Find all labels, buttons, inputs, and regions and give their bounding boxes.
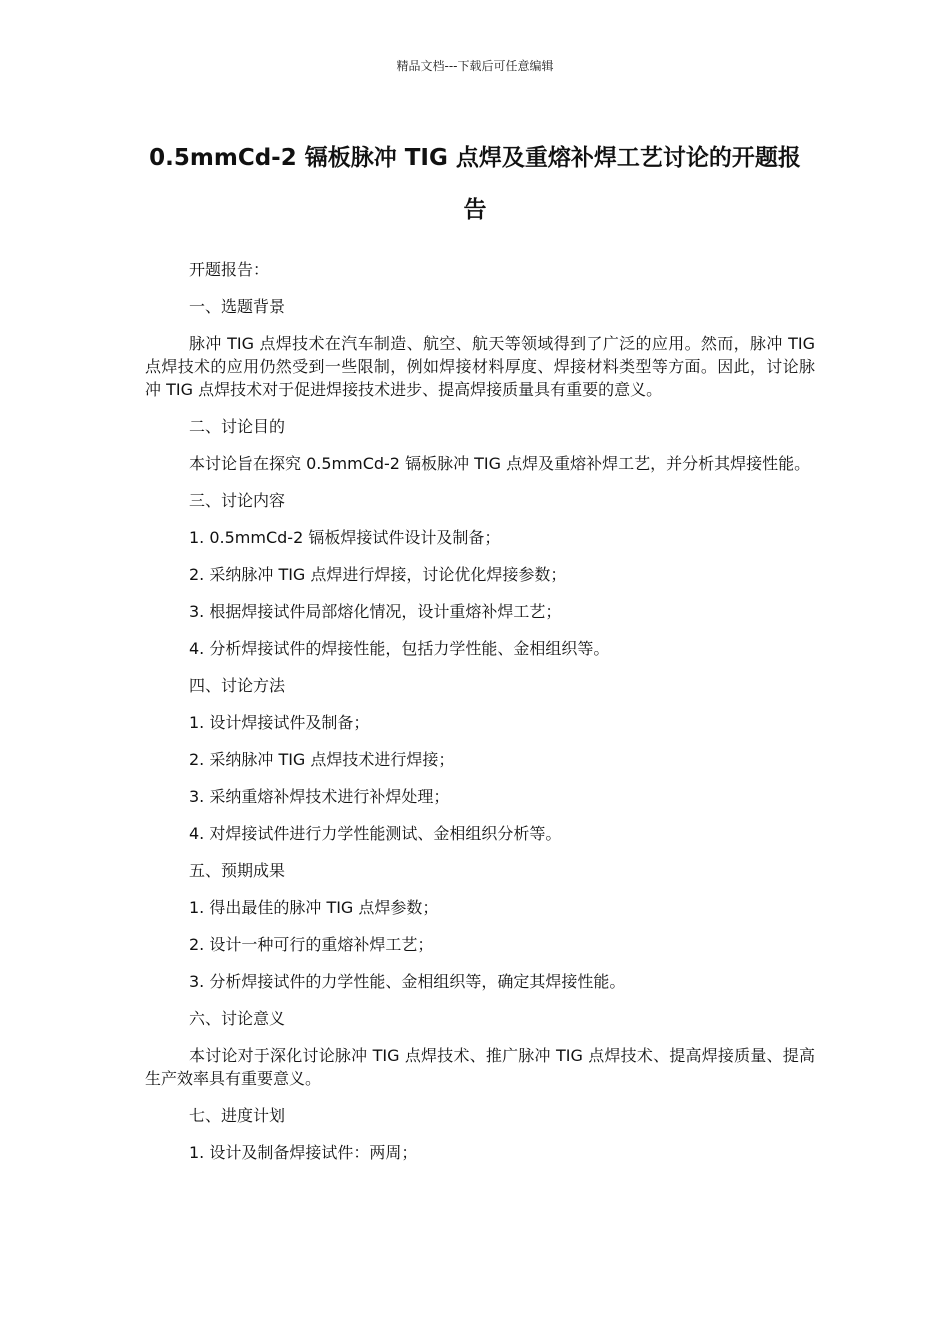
body-paragraph: 脉冲 TIG 点焊技术在汽车制造、航空、航天等领域得到了广泛的应用。然而，脉冲 TIG 点焊技术的应用仍然受到一些限制，例如焊接材料厚度、焊接材料类型等方面。因此，讨论脉冲 TIG 点焊技术对于促进焊接技术进步、提高焊接质量具有重要的意义。 [145,334,815,399]
report-label: 开题报告： [189,260,270,279]
list-item: 1. 设计及制备焊接试件：两周； [189,1143,418,1162]
section-heading: 一、选题背景 [189,297,286,316]
list-item: 1. 得出最佳的脉冲 TIG 点焊参数； [189,898,439,917]
list-item: 1. 设计焊接试件及制备； [189,713,370,732]
document-body [145,258,815,1178]
list-item: 2. 采纳脉冲 TIG 点焊技术进行焊接； [189,750,455,769]
body-paragraph: 本讨论对于深化讨论脉冲 TIG 点焊技术、推广脉冲 TIG 点焊技术、提高焊接质量、提高生产效率具有重要意义。 [145,1046,815,1088]
list-item: 1. 0.5mmCd-2 镉板焊接试件设计及制备； [189,528,501,547]
list-item: 3. 采纳重熔补焊技术进行补焊处理； [189,787,450,806]
section-heading: 七、进度计划 [189,1106,286,1125]
list-item: 4. 分析焊接试件的焊接性能，包括力学性能、金相组织等。 [189,639,610,658]
list-item: 3. 根据焊接试件局部熔化情况，设计重熔补焊工艺； [189,602,562,621]
section-heading: 四、讨论方法 [189,676,286,695]
page-header-note: 精品文档---下载后可任意编辑 [396,59,554,73]
list-item: 3. 分析焊接试件的力学性能、金相组织等，确定其焊接性能。 [189,972,626,991]
section-heading: 三、讨论内容 [189,491,286,510]
section-heading: 五、预期成果 [189,861,286,880]
body-paragraph: 本讨论旨在探究 0.5mmCd-2 镉板脉冲 TIG 点焊及重熔补焊工艺，并分析其焊接性能。 [189,454,811,473]
section-heading: 二、讨论目的 [189,417,286,436]
list-item: 4. 对焊接试件进行力学性能测试、金相组织分析等。 [189,824,562,843]
section-heading: 六、讨论意义 [189,1009,286,1028]
list-item: 2. 设计一种可行的重熔补焊工艺； [189,935,434,954]
list-item: 2. 采纳脉冲 TIG 点焊进行焊接，讨论优化焊接参数； [189,565,567,584]
document-title: 0.5mmCd-2 镉板脉冲 TIG 点焊及重熔补焊工艺讨论的开题报告 [149,145,801,223]
